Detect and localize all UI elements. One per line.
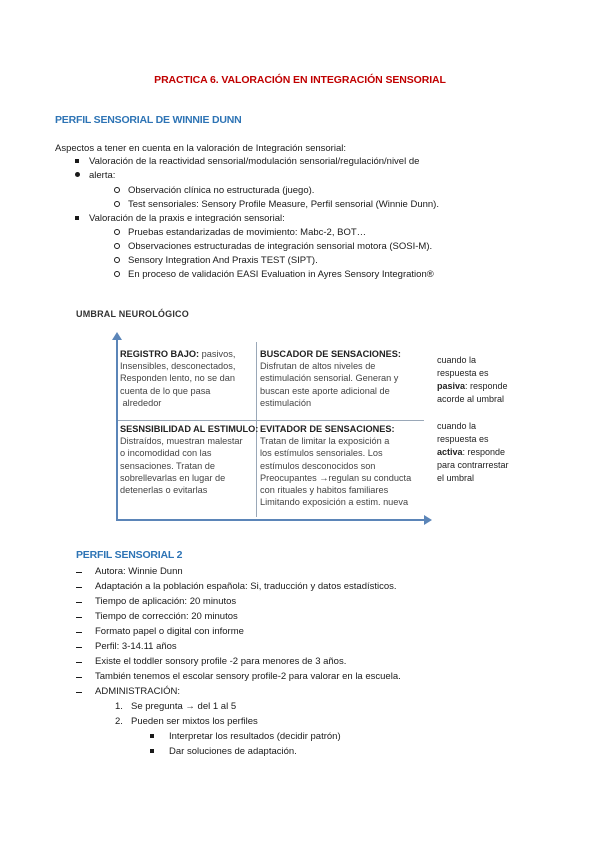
list-item: Autora: Winnie Dunn: [76, 565, 576, 580]
numbered-item: 2. Pueden ser mixtos los perfiles: [115, 716, 258, 727]
list-item: Tiempo de aplicación: 20 minutos: [76, 595, 576, 610]
circle-bullet-icon: [114, 243, 120, 249]
quadrant-buscador: BUSCADOR DE SENSACIONES: Disfrutan de altos niveles de estimulación sensorial. Generan y buscan este aporte adicional de estimulación: [260, 349, 401, 408]
list-item: Existe el toddler sonsory profile -2 para menores de 3 años.: [76, 655, 576, 670]
section-heading-winnie-dunn: PERFIL SENSORIAL DE WINNIE DUNN: [55, 114, 242, 126]
circle-bullet-icon: [114, 271, 120, 277]
dash-bullet-icon: [76, 632, 82, 633]
section-heading-perfil-sensorial-2: PERFIL SENSORIAL 2: [76, 549, 183, 561]
dash-bullet-icon: [76, 572, 82, 573]
list-item: Tiempo de corrección: 20 minutos: [76, 610, 576, 625]
dash-bullet-icon: [76, 677, 82, 678]
quadrant-sensibilidad: SESNSIBILIDAD AL ESTIMULO: Distraídos, muestran malestar o incomodidad con las sensaciones. Tratan de sobrellevarlas en lugar de detenerlas o evitarlas: [120, 424, 259, 496]
numbered-item: 1. Se pregunta → del 1 al 5: [115, 701, 237, 712]
umbral-diagram: [96, 332, 436, 532]
horizontal-axis: [116, 519, 426, 521]
circle-bullet-icon: [114, 257, 120, 263]
quadrant-evitador: EVITADOR DE SENSACIONES: Tratan de limitar la exposición a los estímulos sensoriales. Los estímulos desconocidos son Preocupantes →regulan su conducta con rituales y habitos familiares Limitando exposición a estim. nueva: [260, 424, 412, 508]
square-bullet-icon: [75, 216, 79, 220]
page-title: PRACTICA 6. VALORACIÓN EN INTEGRACIÓN SENSORIAL: [154, 74, 446, 86]
list-item: Formato papel o digital con informe: [76, 625, 576, 640]
dash-bullet-icon: [76, 662, 82, 663]
circle-bullet-icon: [114, 201, 120, 207]
vertical-axis: [116, 338, 118, 521]
intro-text: Aspectos a tener en cuenta en la valoración de Integración sensorial:: [55, 143, 346, 154]
circle-bullet-icon: [114, 229, 120, 235]
circle-bullet-icon: [114, 187, 120, 193]
quadrant-divider-h: [118, 420, 424, 421]
dot-bullet-icon: [75, 172, 80, 177]
square-bullet-icon: [75, 159, 79, 163]
sub-list-item: Dar soluciones de adaptación.: [76, 745, 576, 760]
note-pasiva: cuando la respuesta es pasiva: responde acorde al umbral: [437, 355, 508, 404]
dash-bullet-icon: [76, 692, 82, 693]
dash-bullet-icon: [76, 647, 82, 648]
dash-bullet-icon: [76, 617, 82, 618]
dash-bullet-icon: [76, 587, 82, 588]
sub-list-item: Interpretar los resultados (decidir patrón): [76, 730, 576, 745]
list-item: Perfil: 3-14.11 años: [76, 640, 576, 655]
dash-bullet-icon: [76, 602, 82, 603]
quadrant-registro-bajo: REGISTRO BAJO: pasivos, Insensibles, desconectados, Responden lento, no se dan cuenta de lo que pasa alrededor: [120, 349, 236, 408]
note-activa: cuando la respuesta es activa: responde para contrarrestar el umbral: [437, 421, 509, 483]
list-item: También tenemos el escolar sensory profile-2 para valorar en la escuela.: [76, 670, 576, 685]
umbral-heading: UMBRAL NEUROLÓGICO: [76, 309, 189, 319]
square-bullet-icon: [150, 734, 154, 738]
list-item: ADMINISTRACIÓN:: [76, 685, 576, 700]
list-item: Adaptación a la población española: Si, traducción y datos estadísticos.: [76, 580, 576, 595]
perfil2-list: [76, 565, 576, 760]
square-bullet-icon: [150, 749, 154, 753]
arrow-right-icon: [424, 515, 432, 525]
